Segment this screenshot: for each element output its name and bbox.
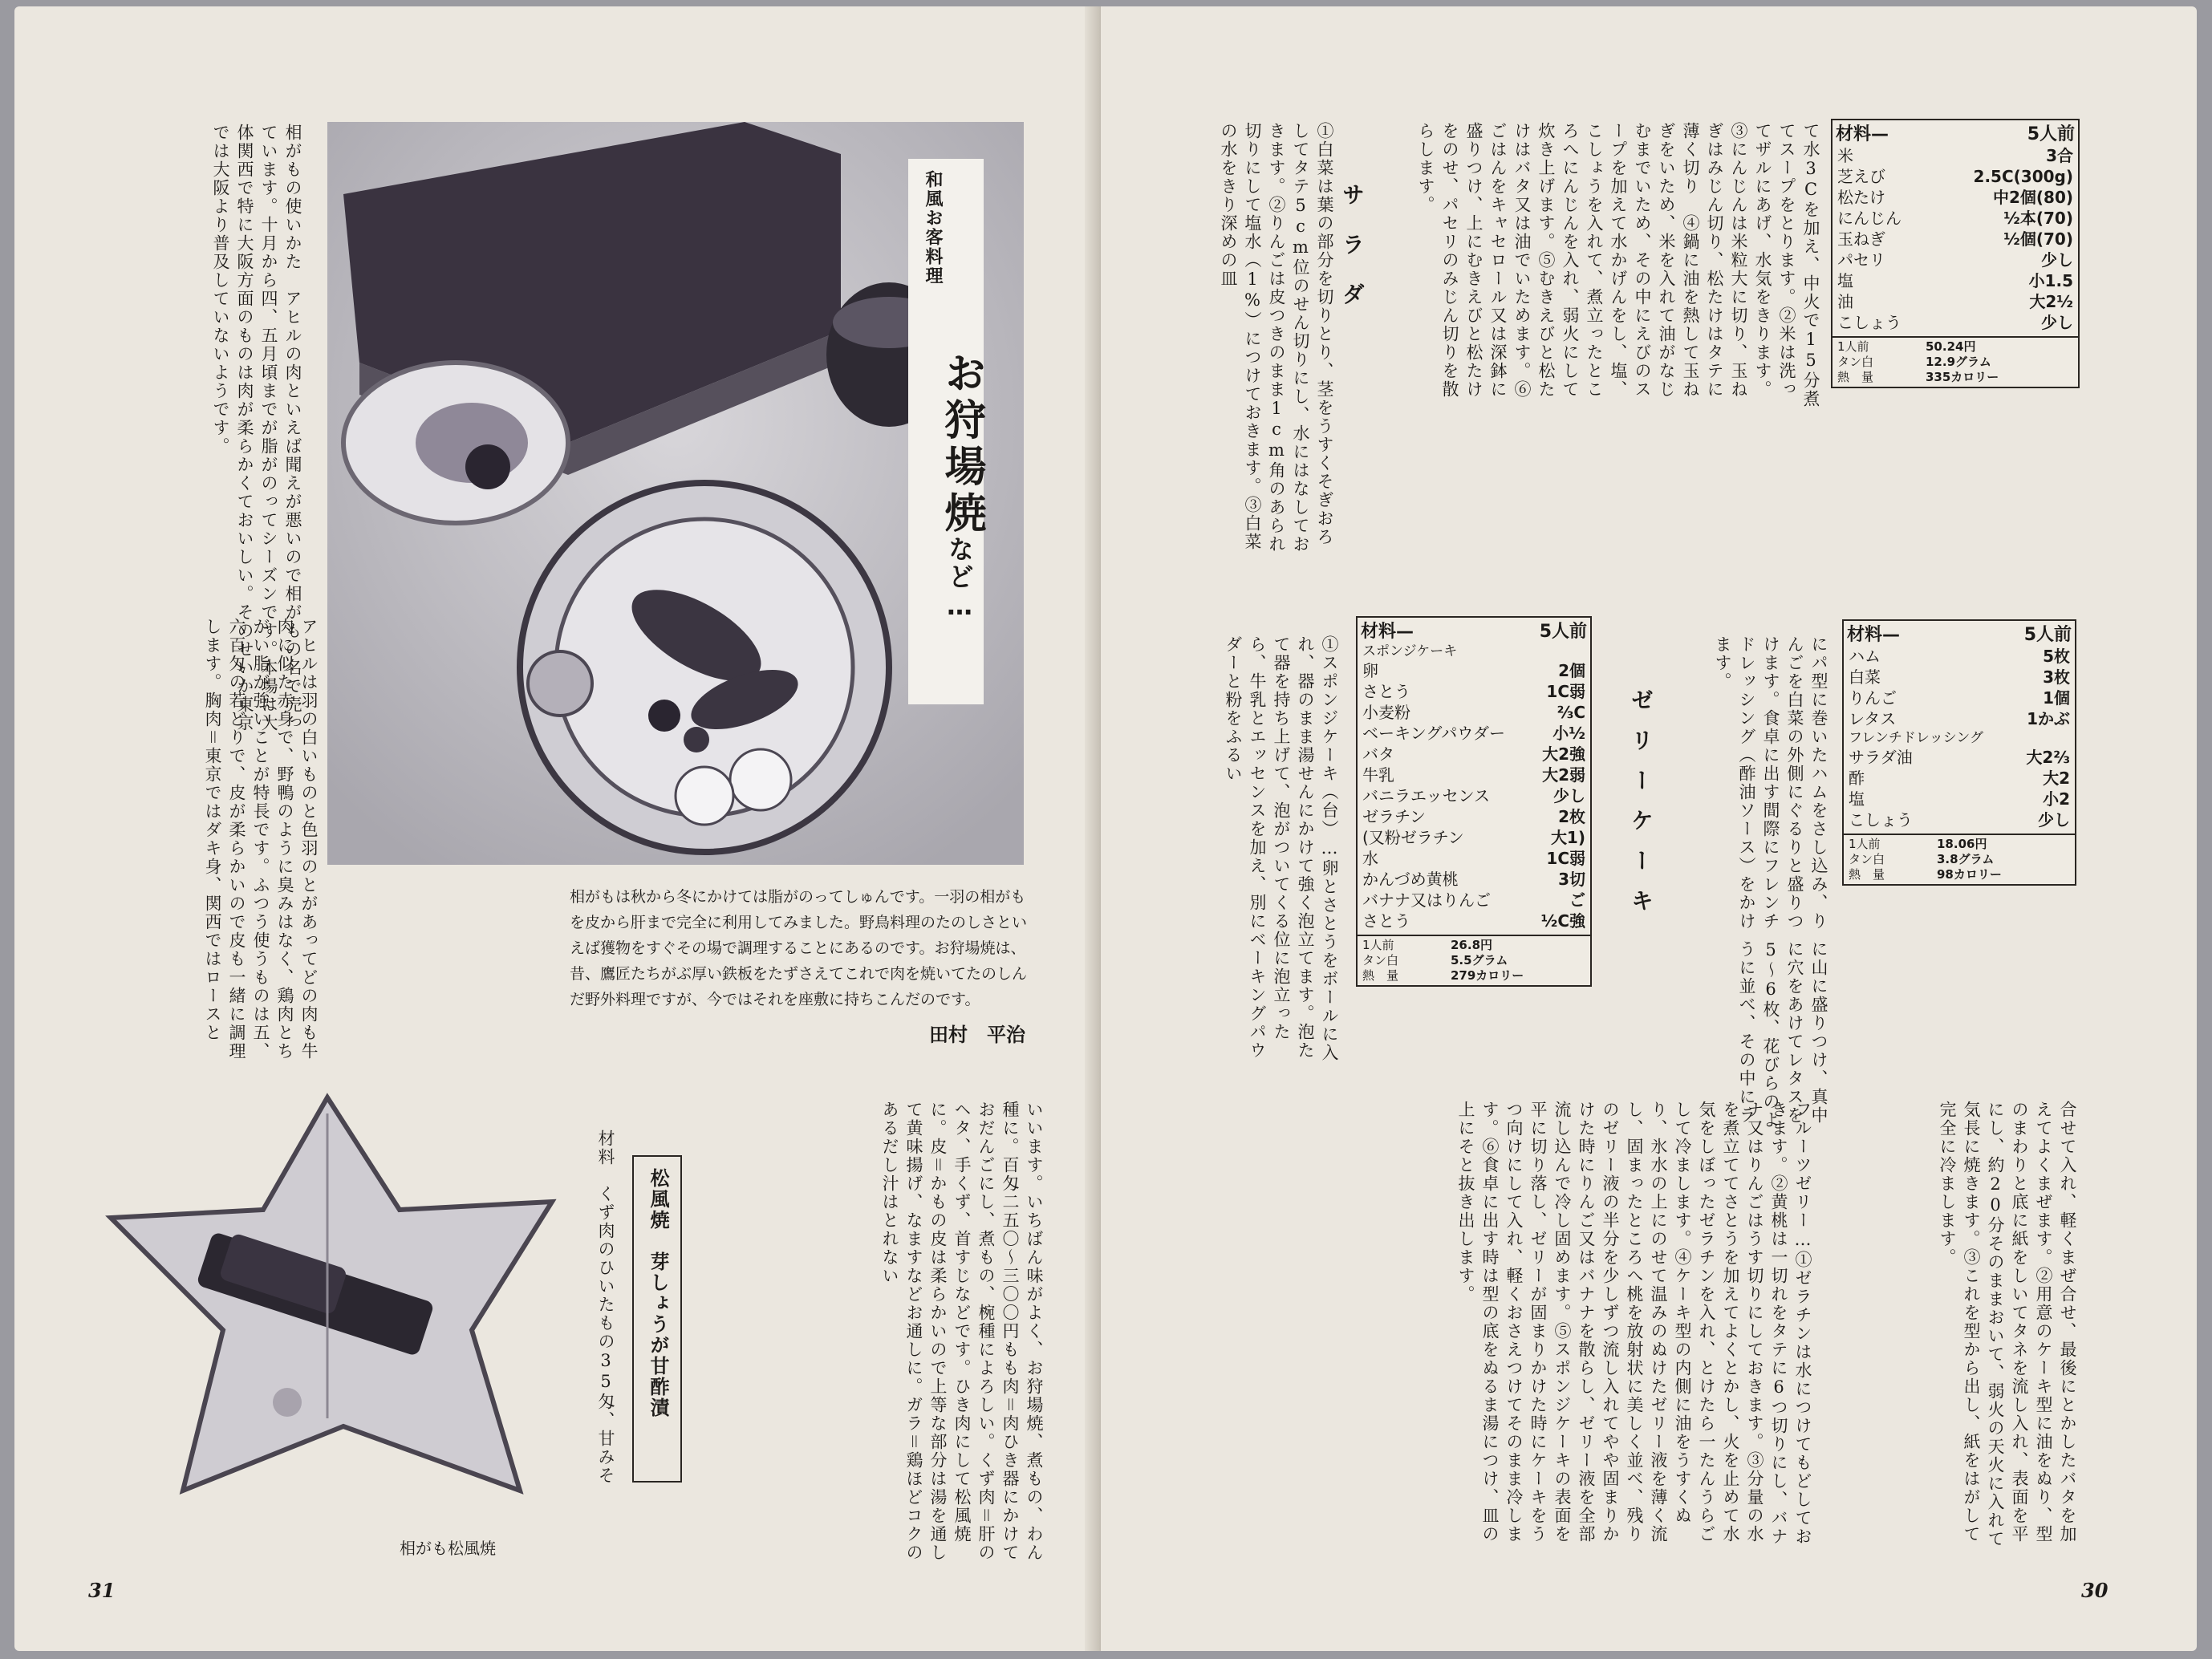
ingredient-qty: 大2強: [1542, 744, 1585, 764]
ingredient-qty: 1C弱: [1546, 682, 1585, 701]
ingredient-qty: 2枚: [1558, 807, 1585, 826]
text-col-salad: ①白菜は葉の部分を切りとり、茎をうすくそぎおろしてタテ5cm位のせん切りにし、水にはなしておきます。②りんごは皮つきのまま1cm角のあられ切りにして塩水（1%）につけておきます。③白菜の水をきり深めの皿: [1219, 122, 1334, 554]
ingredient-qty: 大2⅔: [2026, 748, 2070, 767]
ingredient-name: 芝えび: [1837, 167, 1885, 186]
nutrition-row: [1849, 852, 2070, 867]
ingredient-list: [1833, 145, 2078, 333]
ingredient-row: [1358, 806, 1590, 827]
ingredient-row: [1844, 708, 2075, 729]
ingredient-row: [1358, 785, 1590, 806]
ingredient-name: 玉ねぎ: [1837, 229, 1885, 249]
ingredient-row: [1358, 744, 1590, 765]
nutrition-value: 5.5グラム: [1451, 953, 1508, 967]
nutrition-label: タン白: [1837, 355, 1874, 369]
dressing-list: [1844, 747, 2075, 830]
nutrition-value: 18.06円: [1937, 837, 1987, 851]
ingredient-qty: 大1): [1550, 828, 1585, 847]
author-name: 田村 平治: [929, 1024, 1025, 1046]
text-col-cake-method: 合せて入れ、軽くまぜ合せ、最後にとかしたバタを加えてよくまぜます。②用意のケーキ型に油をぬり、型のまわりと底に紙をしいてタネを流し入れ、表面を平にし、約20分そのままおいて、弱火の天火に入れて気長に焼きます。③これを型から出し、紙をはがして完全に冷まします。: [1938, 1101, 2077, 1548]
ingredient-qty: 3切: [1558, 870, 1585, 889]
nutrition-info: [1358, 935, 1590, 985]
dressing-subheader: フレンチドレッシング: [1849, 730, 1983, 746]
nutrition-row: [1837, 355, 2073, 370]
ingredient-qty: ⅔C: [1557, 703, 1585, 722]
series-title: 和風お客料理: [923, 170, 943, 286]
recipe-serves: 5人前: [2027, 124, 2075, 144]
ingredient-name: こしょう: [1849, 810, 1913, 830]
ingredient-name: 牛乳: [1362, 765, 1394, 785]
ingredient-row: [1358, 911, 1590, 931]
ingredient-qty: 少し: [2041, 250, 2073, 270]
ingredient-qty: 中2個(80): [1992, 188, 2073, 207]
ingredient-name: 小麦粉: [1362, 703, 1410, 722]
ingredient-name: 塩: [1849, 789, 1865, 809]
ingredient-name: パセリ: [1837, 250, 1885, 270]
ingredient-name: ハム: [1849, 647, 1881, 666]
ingredient-name: 松たけ: [1837, 188, 1885, 207]
ingredient-qty: 大2: [2043, 769, 2070, 788]
ingredient-name: サラダ油: [1849, 748, 1913, 767]
text-col-sponge: ①スポンジケーキ（台）…卵とさとうをボールに入れ、器のまま湯せんにかけて強く泡立てます。泡たて器を持ち上げて、泡がついてくる位に泡立ったら、牛乳とエッセンスを加え、別にベーキングパウダーと粉をふるい: [1224, 635, 1339, 1062]
ingredient-row: [1833, 270, 2078, 291]
nutrition-row: [1362, 953, 1585, 968]
ingredient-name: 白菜: [1849, 667, 1881, 687]
ingredient-row: [1833, 249, 2078, 270]
ingredient-name: ベーキングパウダー: [1362, 724, 1505, 743]
nutrition-row: [1837, 370, 2073, 385]
ingredient-row: [1844, 789, 2075, 809]
recipe-header: 材料—: [1847, 625, 1901, 645]
ingredient-list: [1358, 660, 1590, 931]
recipe-box-rice: [1831, 119, 2080, 388]
nutrition-label: 1人前: [1837, 339, 1869, 354]
text-col-parts: いいます。いちばん味がよく、お狩場焼、煮もの、わん種に。百匁二五〇〜三〇〇円もも肉＝肉ひき器にかけておだんごにし、煮もの、椀種によろしい。くず肉＝肝のヘタ、手くず、首すじなどです。ひき肉にして松風焼に。皮＝かもの皮は柔らかいので上等な部分は湯を通して黄味揚げ、なますなどお通しに。ガラ＝鶏ほどコクのあるだし汁はとれない: [880, 1101, 1044, 1562]
ingredient-row: [1358, 890, 1590, 911]
main-title: お狩場焼: [937, 351, 985, 537]
bottom-photo-caption: 相がも松風焼: [400, 1539, 496, 1558]
main-title-suffix: など…: [944, 536, 975, 623]
ingredient-row: [1358, 660, 1590, 681]
ingredient-qty: 3合: [2046, 146, 2073, 165]
ingredient-row: [1358, 723, 1590, 744]
nutrition-value: 50.24円: [1926, 339, 1976, 354]
recipe-title-matsukaze: 松風焼 芽しょうが甘酢漬: [647, 1168, 669, 1418]
ingredient-row: [1844, 667, 2075, 688]
ingredient-qty: 小½: [1552, 724, 1585, 743]
ingredient-qty: ½C強: [1540, 911, 1585, 931]
ingredient-name: 水: [1362, 849, 1378, 868]
nutrition-label: タン白: [1849, 852, 1885, 866]
ingredient-row: [1833, 187, 2078, 208]
ingredient-name: 米: [1837, 146, 1853, 165]
ingredient-qty: 1かぶ: [2027, 709, 2070, 728]
ingredient-row: [1833, 166, 2078, 187]
page-number-left: 31: [88, 1579, 116, 1602]
nutrition-label: 熱 量: [1362, 968, 1399, 983]
ingredient-name: (又粉ゼラチン: [1362, 828, 1464, 847]
nutrition-info: [1844, 834, 2075, 884]
recipe-serves: 5人前: [1539, 622, 1587, 642]
text-col-fruit-jelly: フルーツゼリー…①ゼラチンは水につけてもどしておきます。②黄桃は一切れをタテに6つ切りにし、バナナ又はりんごはうす切りにしておきます。③分量の水を煮立ててさとうを加えてよくとかし、火を止めて水気をしぼったゼラチンを入れ、とけたら一たんうらごして冷まします。④ケーキ型の内側に油をうすくぬり、氷水の上にのせて温みのぬけたゼリー液を薄く流し、固まったところへ桃を放射状に美しく並べ、残りのゼリー液の半分を少しずつ流し入れてやや固まりかけた時にりんご又はバナナを散らし、ゼリー液を全部流し込んで冷し固めます。⑤スポンジケーキの表面を平に切り落し、ゼリーが固まりかけた時にケーキをうつ向けにして入れ、軽くおさえつけてそのまま冷します。⑥食卓に出す時は型の底をぬるま湯につけ、皿の上にそと抜き出します。: [1456, 1101, 1812, 1546]
title-band: [908, 159, 984, 704]
ingredient-name: 塩: [1837, 271, 1853, 290]
ingredient-row: [1844, 768, 2075, 789]
nutrition-label: 1人前: [1362, 938, 1394, 952]
ingredient-name: ゼラチン: [1362, 807, 1426, 826]
ingredient-qty: 3枚: [2043, 667, 2070, 687]
ingredient-row: [1358, 848, 1590, 869]
ingredient-qty: ½本(70): [2003, 209, 2073, 228]
ingredient-row: [1844, 646, 2075, 667]
nutrition-label: 熱 量: [1837, 370, 1874, 384]
nutrition-row: [1362, 938, 1585, 953]
nutrition-label: 熱 量: [1849, 867, 1885, 882]
nutrition-value: 12.9グラム: [1926, 355, 1991, 369]
ingredient-qty: 2.5C(300g): [1973, 167, 2073, 186]
ingredient-qty: ½個(70): [2003, 229, 2073, 249]
ingredient-row: [1833, 312, 2078, 333]
recipe-title-box: [632, 1155, 682, 1483]
ingredient-name: さとう: [1362, 682, 1410, 701]
ingredient-row: [1833, 145, 2078, 166]
ingredient-qty: ご: [1569, 890, 1585, 910]
recipe-header: 材料—: [1361, 622, 1414, 642]
ingredient-name: バニラエッセンス: [1362, 786, 1490, 805]
text-col-duck-meat: アヒルは羽の白いものと色羽のとがあってどの肉も牛肉に似た赤身で、野鴨のように臭みはなく、鶏肉とちがい脂が強いことが特長です。ふつう使うものは五、六百匁の若どりで、皮が柔らかいので皮も一緒に調理します。胸肉＝東京ではダキ身、関西ではロースと: [203, 618, 319, 1061]
flower-plate-illustration: [103, 1089, 563, 1507]
ingredient-qty: 2個: [1558, 661, 1585, 680]
nutrition-value: 3.8グラム: [1937, 852, 1995, 866]
nutrition-row: [1849, 837, 2070, 852]
ingredient-name: レタス: [1849, 709, 1897, 728]
ingredient-qty: 大2弱: [1542, 765, 1585, 785]
text-col-rice: て水3Cを加え、中火で15分煮てスープをとります。②米は洗ってザルにあげ、水気をきります。③にんじんは米粒大に切り、玉ねぎはみじん切り、松たけはタテに薄く切り ④鍋に油を熱して玉ねぎをいため、米を入れて油がなじむまでいため、その中にえびのスープを加えて水かげんをし、塩、こしょうを入れて、煮立ったところへにんじんを入れ、弱火にして炊き上げます。⑤むきえびと松たけはバタ又は油でいためます。⑥ごはんをキャセロール又は深鉢に盛りつけ、上にむきえびと松たけをのせ、パセリのみじん切りを散らします。: [1416, 122, 1820, 408]
nutrition-label: タン白: [1362, 953, 1399, 967]
ingredient-qty: 5枚: [2043, 647, 2070, 666]
ingredient-row: [1358, 765, 1590, 785]
ingredient-qty: 少し: [1553, 786, 1585, 805]
ingredient-name: バナナ又はりんご: [1362, 890, 1491, 910]
page-number-right: 30: [2081, 1579, 2109, 1602]
ingredient-row: [1844, 747, 2075, 768]
text-col-ingredients: 材料 くず肉のひいたもの35匁、甘みそ: [596, 1130, 615, 1485]
nutrition-info: [1833, 336, 2078, 387]
text-col-salad-cont: にパ型に巻いたハムをさし込み、りんごを白菜の外側にぐるりと盛りつけます。食卓に出す間際にフレンチドレッシング（酢油ソース）をかけます。: [1713, 635, 1828, 931]
text-col-salad-cont2: に山に盛りつけ、真中に穴をあけてレタスを5〜6枚、花びらのように並べ、その中にラ: [1737, 940, 1828, 1130]
ingredient-row: [1358, 702, 1590, 723]
ingredient-row: [1358, 681, 1590, 702]
ingredient-qty: 少し: [2038, 810, 2070, 830]
ingredient-row: [1833, 229, 2078, 249]
nutrition-value: 335カロリー: [1926, 370, 1999, 384]
nutrition-label: 1人前: [1849, 837, 1881, 851]
salad-title: サラダ: [1339, 183, 1366, 332]
ingredient-row: [1833, 291, 2078, 312]
ingredient-row: [1844, 809, 2075, 830]
ingredient-qty: 小1.5: [2028, 271, 2073, 290]
right-page: [1101, 6, 2197, 1651]
ingredient-qty: 1C弱: [1546, 849, 1585, 868]
photo-caption-text: 相がもは秋から冬にかけては脂がのってしゅんです。一羽の相がもを皮から肝まで完全に利用してみました。野鳥料理のたのしさといえば獲物をすぐその場で調理することにあるのです。お狩場焼は、昔、鷹匠たちがぶ厚い鉄板をたずさえてこれで肉を焼いてたのしんだ野外料理ですが、今ではそれを座敷に持ちこんだのです。: [570, 888, 1028, 1008]
ingredient-name: りんご: [1849, 688, 1897, 708]
ingredient-name: さとう: [1362, 911, 1410, 931]
ingredient-name: 油: [1837, 292, 1853, 311]
ingredient-list: [1844, 646, 2075, 729]
ingredient-qty: 少し: [2041, 313, 2073, 332]
ingredient-qty: 大2½: [2029, 292, 2073, 311]
ingredient-row: [1844, 688, 2075, 708]
nutrition-value: 279カロリー: [1451, 968, 1524, 983]
recipe-serves: 5人前: [2023, 625, 2072, 645]
ingredient-name: 酢: [1849, 769, 1865, 788]
ingredient-name: かんづめ黄桃: [1362, 870, 1459, 889]
nutrition-value: 98カロリー: [1937, 867, 2002, 882]
ingredient-qty: 1個: [2043, 688, 2070, 708]
nutrition-row: [1849, 867, 2070, 882]
recipe-box-salad: [1842, 619, 2076, 886]
recipe-header: 材料—: [1836, 124, 1889, 144]
ingredient-qty: 小2: [2043, 789, 2070, 809]
nutrition-row: [1837, 339, 2073, 355]
nutrition-value: 26.8円: [1451, 938, 1493, 952]
ingredient-name: 卵: [1362, 661, 1378, 680]
recipe-box-jelly-cake: [1356, 616, 1592, 987]
nutrition-row: [1362, 968, 1585, 984]
text-col-usage: 相がもの使いかた アヒルの肉といえば聞えが悪いので相がもの名で売っています。十月から四、五月頃までが脂がのってシーズンです。本場は大体関西で特に大阪方面のものは肉が柔らかくておいしい。そのせいか東京では大阪より普及していないようです。: [211, 124, 302, 732]
ingredient-name: バタ: [1362, 744, 1394, 764]
ingredient-name: にんじん: [1837, 209, 1902, 228]
ingredient-row: [1833, 208, 2078, 229]
jelly-title: ゼリーケーキ: [1628, 688, 1654, 929]
left-page: [14, 6, 1099, 1651]
ingredient-name: こしょう: [1837, 313, 1902, 332]
ingredient-row: [1358, 827, 1590, 848]
sponge-subheader: スポンジケーキ: [1362, 643, 1458, 659]
matsukaze-photo: [103, 1089, 563, 1507]
ingredient-row: [1358, 869, 1590, 890]
